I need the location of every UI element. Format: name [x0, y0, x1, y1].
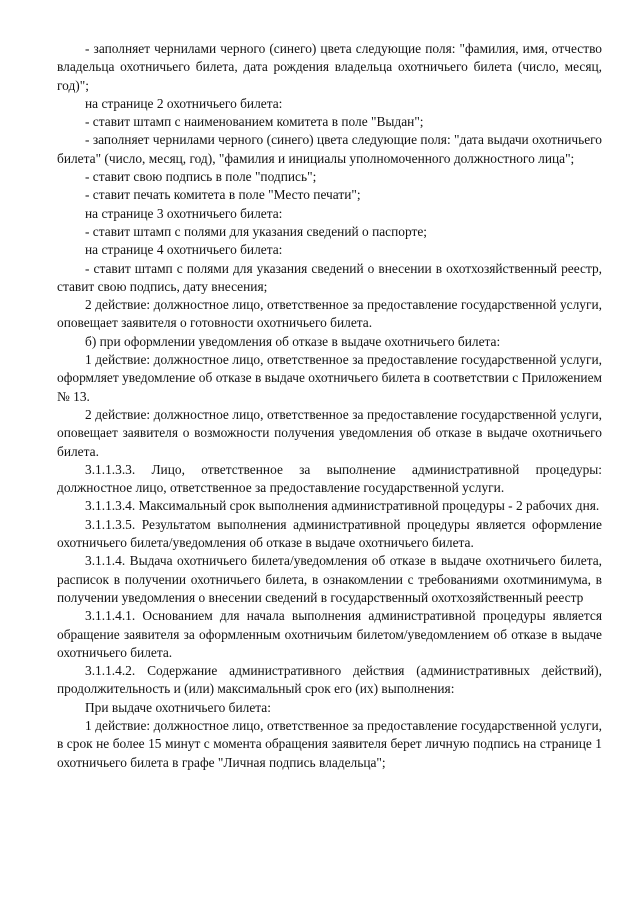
paragraph: 2 действие: должностное лицо, ответственное за предоставление государственной услуги, оповещает заявителя о готовности охотничьего билета.	[57, 297, 602, 331]
paragraph: б) при оформлении уведомления об отказе в выдаче охотничьего билета:	[85, 333, 501, 349]
paragraph: - ставит штамп с полями для указания сведений о паспорте;	[85, 223, 428, 239]
paragraph: 1 действие: должностное лицо, ответственное за предоставление государственной услуги, оформляет уведомление об отказе в выдаче охотничьего билета в соответствии с Приложением № 13.	[57, 352, 602, 404]
paragraph: При выдаче охотничьего билета:	[85, 699, 271, 715]
paragraph: 1 действие: должностное лицо, ответственное за предоставление государственной услуги, в срок не более 15 минут с момента обращения заявителя берет личную подпись на странице 1 охотничьего билета в графе "Личная подпись владельца";	[57, 717, 602, 770]
paragraph: - ставит печать комитета в поле "Место печати";	[85, 187, 361, 203]
paragraph: на странице 2 охотничьего билета:	[85, 95, 283, 111]
paragraph: 3.1.1.4.1. Основанием для начала выполнения административной процедуры является обращение заявителя за оформленным охотничьим билетом/уведомлением об отказе в выдаче охотничьего билета.	[57, 608, 602, 660]
paragraph: - заполняет чернилами черного (синего) цвета следующие поля: "дата выдачи охотничьего билета" (число, месяц, год), "фамилия и инициалы уполномоченного должностного лица";	[57, 132, 602, 166]
paragraph: - ставит штамп с наименованием комитета в поле "Выдан";	[85, 114, 424, 130]
paragraph: 3.1.1.4.2. Содержание административного действия (административных действий), продолжительность и (или) максимальный срок его (их) выполнения:	[57, 663, 602, 697]
paragraph: на странице 3 охотничьего билета:	[85, 205, 283, 221]
paragraph: 3.1.1.3.4. Максимальный срок выполнения административной процедуры - 2 рабочих дня.	[85, 498, 600, 514]
paragraph: 3.1.1.4. Выдача охотничьего билета/уведомления об отказе в выдаче охотничьего билета, расписок в получении охотничьего билета, в ознакомлении с требованиями охотминимума, в получении уведомления о внесении сведений в государственный охотхозяйственный реестр	[57, 553, 602, 605]
paragraph: 3.1.1.3.5. Результатом выполнения административной процедуры является оформление охотничьего билета/уведомления об отказе в выдаче охотничьего билета.	[57, 516, 602, 551]
paragraph: 2 действие: должностное лицо, ответственное за предоставление государственной услуги, оповещает заявителя о возможности получения уведомления об отказе в выдаче охотничьего билета.	[57, 406, 602, 459]
paragraph: на странице 4 охотничьего билета:	[85, 242, 283, 258]
paragraph: - заполняет чернилами черного (синего) цвета следующие поля: "фамилия, имя, отчество владельца охотничьего билета, дата рождения владельца охотничьего билета (число, месяц, год)";	[57, 41, 602, 93]
paragraph: - ставит штамп с полями для указания сведений о внесении в охотхозяйственный реестр, ставит свою подпись, дату внесения;	[57, 260, 602, 294]
paragraph: - ставит свою подпись в поле "подпись";	[85, 169, 317, 185]
paragraph: 3.1.1.3.3. Лицо, ответственное за выполнение административной процедуры: должностное лицо, ответственное за предоставление государственной услуги.	[57, 461, 602, 496]
